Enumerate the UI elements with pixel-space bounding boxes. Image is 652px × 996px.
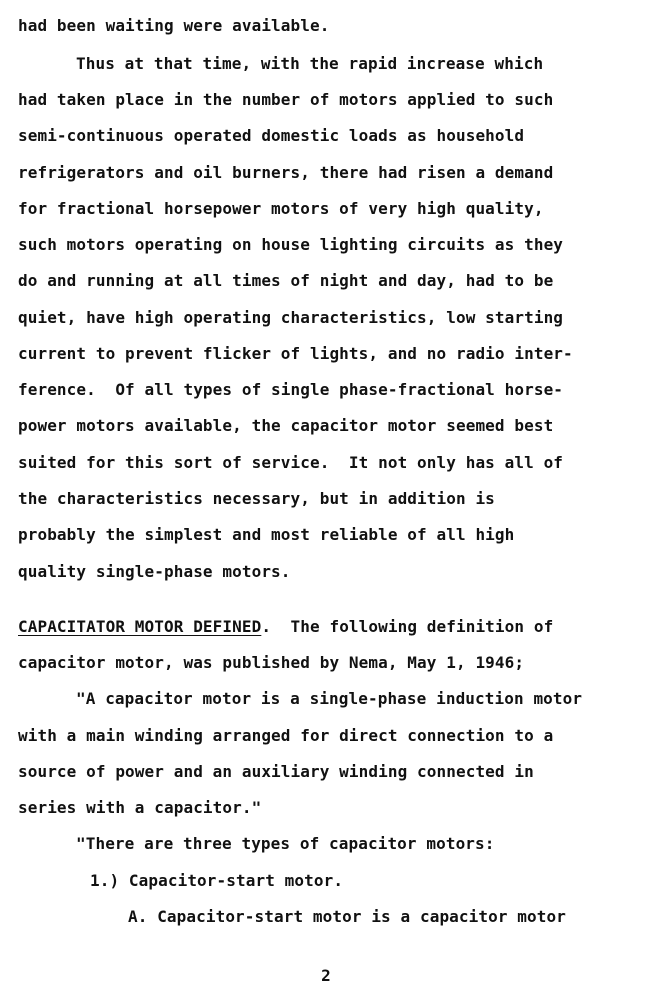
- quote-line: "A capacitor motor is a single-phase induction motor: [76, 689, 583, 708]
- paragraph-line: ference. Of all types of single phase-fractional horse-: [18, 380, 564, 399]
- paragraph-line: current to prevent flicker of lights, and no radio inter-: [18, 344, 573, 363]
- paragraph-line: capacitor motor, was published by Nema, May 1, 1946;: [18, 653, 525, 672]
- section-heading-tail: . The following definition of: [261, 617, 554, 636]
- paragraph-line: power motors available, the capacitor motor seemed best: [18, 416, 554, 435]
- list-item: 1.) Capacitor-start motor.: [90, 871, 344, 890]
- quote-line: source of power and an auxiliary winding connected in: [18, 762, 534, 781]
- section-heading-line: [18, 617, 553, 637]
- paragraph-line: semi-continuous operated domestic loads as household: [18, 126, 525, 145]
- paragraph-line: the characteristics necessary, but in addition is: [18, 489, 495, 508]
- paragraph-line: Thus at that time, with the rapid increase which: [76, 54, 544, 73]
- paragraph-line: quiet, have high operating characteristics, low starting: [18, 308, 564, 327]
- page-number: 2: [321, 966, 331, 985]
- section-heading: CAPACITATOR MOTOR DEFINED: [18, 617, 262, 636]
- quote-line: with a main winding arranged for direct connection to a: [18, 726, 554, 745]
- paragraph-line: had taken place in the number of motors applied to such: [18, 90, 554, 109]
- paragraph-line: for fractional horsepower motors of very high quality,: [18, 199, 544, 218]
- paragraph-line: refrigerators and oil burners, there had risen a demand: [18, 163, 554, 182]
- quote-line: series with a capacitor.": [18, 798, 262, 817]
- list-subitem: A. Capacitor-start motor is a capacitor motor: [128, 907, 566, 926]
- paragraph-line: such motors operating on house lighting circuits as they: [18, 235, 564, 254]
- paragraph-line: do and running at all times of night and day, had to be: [18, 271, 554, 290]
- paragraph-line: probably the simplest and most reliable of all high: [18, 525, 515, 544]
- paragraph-line: suited for this sort of service. It not only has all of: [18, 453, 564, 472]
- paragraph-line: had been waiting were available.: [18, 16, 330, 35]
- quote-line: "There are three types of capacitor motors:: [76, 834, 495, 853]
- paragraph-line: quality single-phase motors.: [18, 562, 291, 581]
